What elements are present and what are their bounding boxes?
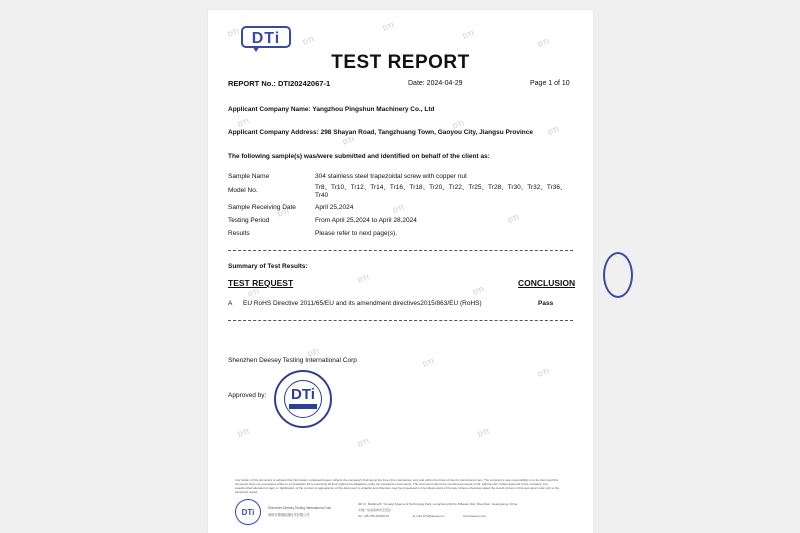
conclusion-header: CONCLUSION bbox=[518, 278, 576, 288]
field-label: Model No. bbox=[228, 187, 258, 194]
result-text: EU RoHS Directive 2011/65/EU and its amendment directives2015/863/EU (RoHS) bbox=[243, 300, 482, 307]
field-label: Results bbox=[228, 230, 250, 237]
seal-band bbox=[289, 404, 317, 409]
field-label: Testing Period bbox=[228, 217, 270, 224]
field-value: From April 25,2024 to April 28,2024 bbox=[315, 217, 417, 224]
watermark: DTI bbox=[307, 348, 321, 359]
footer-company-cn: 深圳市德瑞检测技术有限公司 bbox=[268, 513, 310, 517]
watermark: DTI bbox=[342, 136, 356, 147]
report-number: REPORT No.: DTI20242067-1 bbox=[228, 79, 331, 88]
field-value: April 25,2024 bbox=[315, 204, 354, 211]
dti-logo: DTi bbox=[241, 26, 291, 48]
footer-logo: DTi bbox=[235, 499, 261, 525]
approved-by-label: Approved by: bbox=[228, 392, 267, 399]
edge-seal-mark bbox=[603, 252, 633, 298]
footer-disclaimer: Any holder of this document is advised that information contained hereon reflects the company's findings at the time of its intervention only and within the limits of client's instructions,if any. The company's sole responsibility is to its client and this document does not exonerate parties to a transaction from exercising all their rights and obligations under the transaction documents. This document cannot be reproduced except in full, without prior written approval of the company. Any unauthorized alteration,forgery or falsification of the content or appearance of this document is unlawful and offenders may be prosecuted to the fullest extent of the law. Unless otherwise stated the results shown in this test report refer only to the sample(s) tested. bbox=[235, 478, 560, 494]
watermark: DTI bbox=[422, 358, 436, 369]
field-label: Sample Receiving Date bbox=[228, 204, 296, 211]
watermark: DTI bbox=[237, 118, 251, 129]
watermark: DTI bbox=[452, 120, 466, 131]
watermark: DTI bbox=[547, 126, 561, 137]
intro-text: The following sample(s) was/were submitted and identified on behalf of the client as: bbox=[228, 153, 490, 160]
watermark: DTI bbox=[227, 28, 241, 39]
watermark: DTI bbox=[247, 288, 261, 299]
watermark: DTI bbox=[277, 208, 291, 219]
summary-heading: Summary of Test Results: bbox=[228, 263, 308, 270]
report-page bbox=[208, 10, 593, 533]
company-seal bbox=[274, 370, 332, 428]
footer-company-en: Shenzhen Deesey Testing International Corp bbox=[268, 506, 332, 510]
page-number: Page 1 of 10 bbox=[530, 80, 570, 87]
field-value: Tr8、Tr10、Tr12、Tr14、Tr16、Tr18、Tr20、Tr22、Tr25、Tr28、Tr30、Tr32、Tr36、Tr40 bbox=[315, 184, 567, 199]
result-id: A bbox=[228, 300, 233, 307]
watermark: DTI bbox=[477, 428, 491, 439]
report-date: Date: 2024-04-29 bbox=[408, 80, 463, 87]
field-label: Sample Name bbox=[228, 173, 270, 180]
seal-logo: DTi bbox=[291, 386, 315, 403]
watermark: DTI bbox=[537, 368, 551, 379]
footer-email: E-mail: DTI@deesey.cn bbox=[413, 514, 445, 518]
watermark: DTI bbox=[507, 214, 521, 225]
footer-address-en: 4th Fl., Building B, Yinyang Science & Technology Park, Longcheng Rd No.8,Baoan Dist.,Shenzhen, Guangdong, China bbox=[358, 502, 518, 506]
applicant-address: Applicant Company Address: 298 Shayan Road, Tangzhuang Town, Gaoyou City, Jiangsu Province bbox=[228, 129, 533, 136]
field-value: 304 stainless steel trapezoidal screw with copper nut bbox=[315, 173, 467, 180]
divider bbox=[228, 250, 573, 251]
watermark: DTI bbox=[382, 22, 396, 33]
applicant-name: Applicant Company Name: Yangzhou Pingshun Machinery Co., Ltd bbox=[228, 106, 435, 113]
page-title: TEST REPORT bbox=[331, 52, 470, 73]
result-conclusion: Pass bbox=[538, 300, 554, 307]
field-value: Please refer to next page(s). bbox=[315, 230, 398, 237]
watermark: DTI bbox=[237, 428, 251, 439]
watermark: DTI bbox=[537, 38, 551, 49]
footer-website: www.deesey.com bbox=[463, 514, 487, 518]
company-name: Shenzhen Deesey Testing International Corp bbox=[228, 357, 357, 364]
watermark: DTI bbox=[357, 438, 371, 449]
divider bbox=[228, 320, 573, 321]
watermark: DTI bbox=[357, 274, 371, 285]
watermark: DTI bbox=[472, 286, 486, 297]
watermark: DTI bbox=[462, 30, 476, 41]
footer-tel: Tel: +86-755-22208716 bbox=[358, 514, 389, 518]
test-request-header: TEST REQUEST bbox=[228, 278, 294, 288]
footer-address-cn: 中国广东省深圳市宝安区 bbox=[358, 508, 392, 512]
watermark: DTI bbox=[302, 36, 316, 47]
watermark: DTI bbox=[392, 204, 406, 215]
